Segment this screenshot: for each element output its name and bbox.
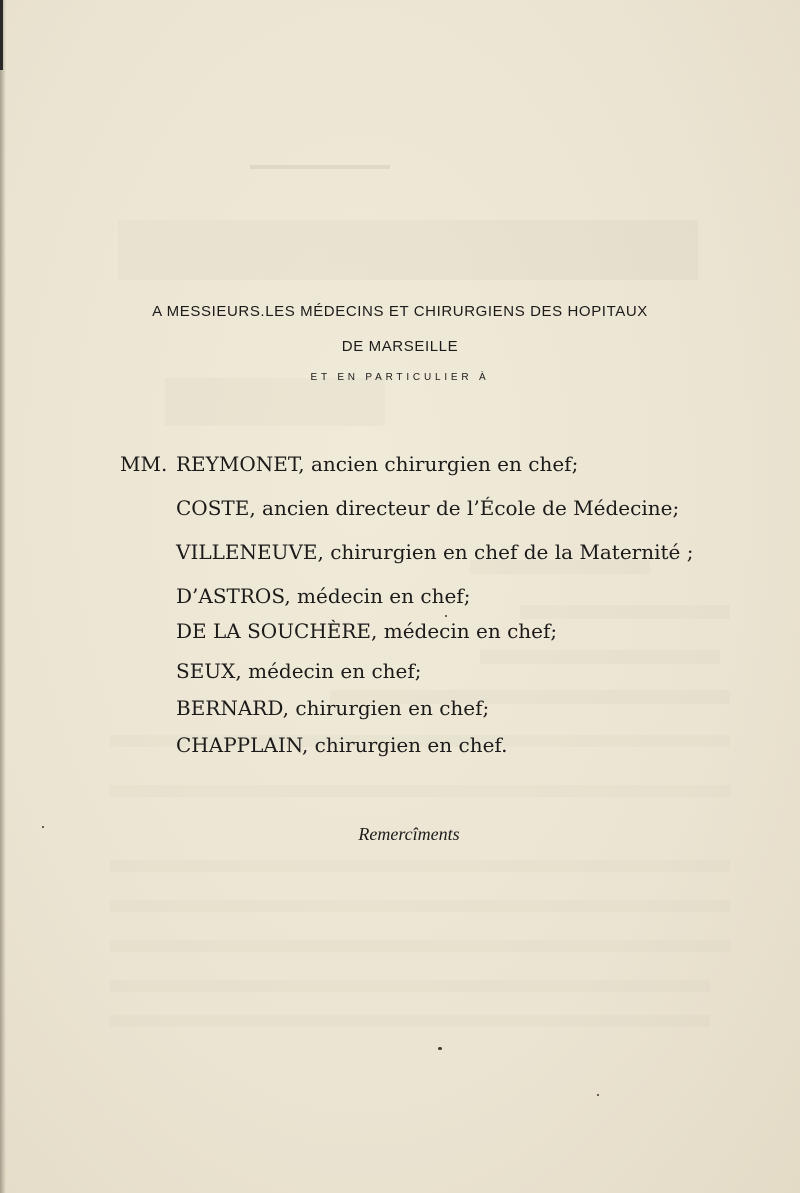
bleed-through-line [110,900,730,912]
name-entry: CHAPPLAIN, chirurgien en chef. [176,733,508,757]
bleed-through-line [110,980,710,992]
bleed-through-line [110,1015,710,1027]
paper-speck [445,615,447,617]
name-entry: BERNARD, chirurgien en chef; [176,696,490,720]
bleed-through-title-band [118,220,698,280]
bleed-through-line [480,650,720,664]
bleed-through-line [110,860,730,872]
bleed-through-line [520,605,730,619]
bleed-through-line [110,785,730,797]
honorific-label: MM. [120,452,168,476]
bleed-through-subtitle-band [165,378,385,426]
page-edge-shadow [0,0,6,1193]
paper-speck [438,1047,442,1050]
dedication-line-1: A MESSIEURS.LES MÉDECINS ET CHIRURGIENS DES HOPITAUX [152,303,648,320]
name-entry: D’ASTROS, médecin en chef; [176,584,471,608]
name-entry: SEUX, médecin en chef; [176,659,422,683]
name-entry: VILLENEUVE, chirurgien en chef de la Maternité ; [176,540,694,564]
dedication-line-3: ET EN PARTICULIER À [310,372,490,383]
paper-speck [42,826,44,828]
name-entry: DE LA SOUCHÈRE, médecin en chef; [176,619,558,643]
paper-speck [597,1094,599,1096]
bleed-through-rule [250,165,390,169]
name-entry: REYMONET, ancien chirurgien en chef; [176,452,579,476]
bleed-through-line [110,940,730,952]
dedication-line-2: DE MARSEILLE [341,338,459,355]
binding-mark [0,0,3,70]
closing-remark: Remercîments [358,824,460,844]
name-entry: COSTE, ancien directeur de l’École de Médecine; [176,496,680,520]
